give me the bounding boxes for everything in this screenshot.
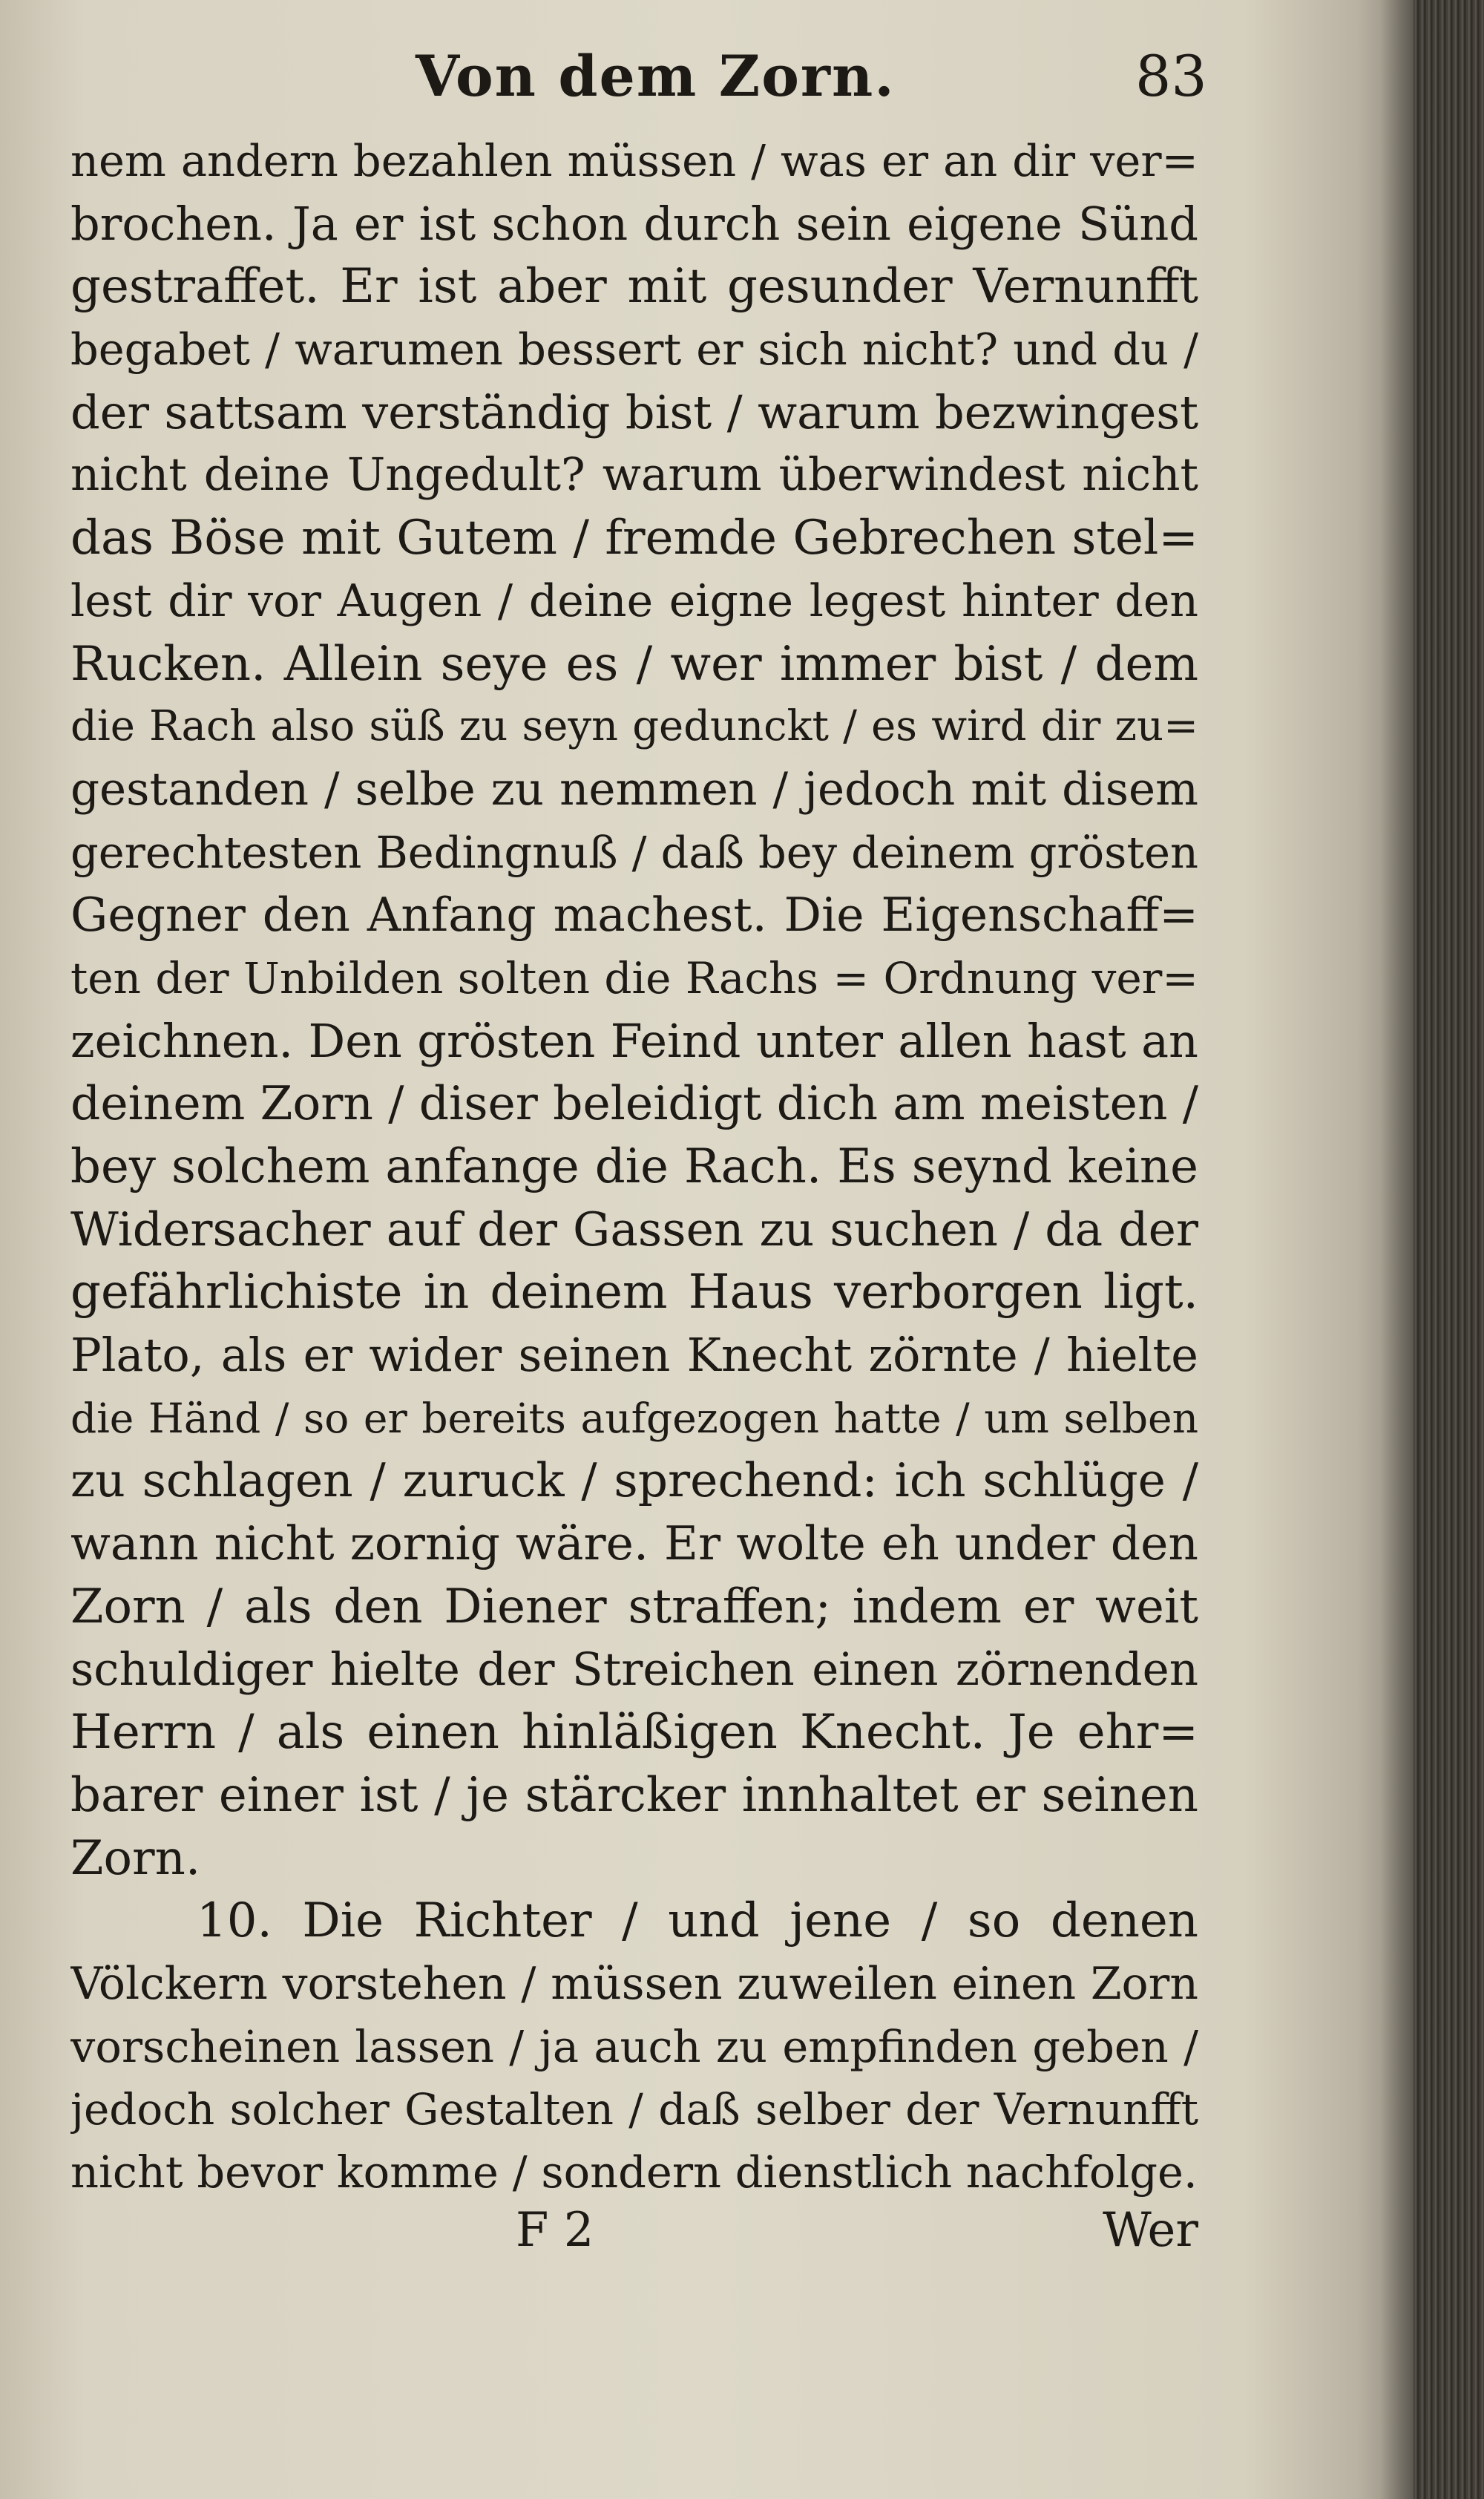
text-line: bey solchem anfange die Rach. Es seynd keine <box>70 1139 1198 1194</box>
text-line: ten der Unbilden solten die Rachs = Ordnung ver= <box>70 952 1198 1003</box>
text-line: zu schlagen / zuruck / sprechend: ich schlüge / <box>70 1453 1198 1508</box>
text-line: die Rach also süß zu seyn gedunckt / es wird dir zu= <box>70 702 1198 751</box>
text-line: gestraffet. Er ist aber mit gesunder Vernunfft <box>70 259 1198 315</box>
signature-mark: F 2 <box>516 2203 594 2258</box>
text-line: wann nicht zornig wäre. Er wolte eh under den <box>70 1516 1198 1571</box>
catchword: Wer <box>1102 2203 1198 2258</box>
text-line: 10. Die Richter / und jene / so denen <box>197 1893 1198 1949</box>
text-line: begabet / warumen bessert er sich nicht? und du / <box>70 324 1198 376</box>
text-line: brochen. Ja er ist schon durch sein eigene Sünd <box>70 196 1198 251</box>
gutter-shadow <box>1380 0 1414 2499</box>
page-number: 83 <box>1135 43 1207 109</box>
text-line: schuldiger hielte der Streichen einen zörnenden <box>70 1642 1198 1696</box>
text-line: nicht bevor komme / sondern dienstlich nachfolge. <box>70 2146 1198 2198</box>
text-line: gerechtesten Bedingnuß / daß bey deinem grösten <box>70 826 1198 878</box>
text-line: zeichnen. Den grösten Feind unter allen hast an <box>70 1013 1198 1068</box>
text-line: Herrn / als einen hinläßigen Knecht. Je ehr= <box>70 1705 1198 1761</box>
text-line: vorscheinen lassen / ja auch zu empfinden geben / <box>70 2020 1198 2072</box>
text-line: gefährlichiste in deinem Haus verborgen ligt. <box>70 1265 1198 1320</box>
text-line: jedoch solcher Gestalten / daß selber der Vernunfft <box>70 2084 1198 2135</box>
text-line: Zorn / als den Diener straffen; indem er weit <box>70 1579 1198 1634</box>
text-line: nicht deine Ungedult? warum überwindest nicht <box>70 448 1198 502</box>
text-line: barer einer ist / je stärcker innhaltet er seinen <box>70 1767 1198 1823</box>
text-line: Rucken. Allein seye es / wer immer bist / dem <box>70 636 1198 692</box>
text-line: Plato, als er wider seinen Knecht zörnte / hielte <box>70 1328 1198 1383</box>
body-text <box>70 130 1198 2204</box>
text-line: lest dir vor Augen / deine eigne legest hinter den <box>70 574 1198 627</box>
text-line: Widersacher auf der Gassen zu suchen / da der <box>70 1202 1198 1257</box>
text-line: Gegner den Anfang machest. Die Eigenschaff= <box>70 888 1198 943</box>
text-line: der sattsam verständig bist / warum bezwingest <box>70 384 1198 439</box>
running-head: Von dem Zorn. <box>416 43 896 109</box>
page-edges <box>1414 0 1484 2499</box>
text-line: das Böse mit Gutem / fremde Gebrechen stel= <box>70 511 1198 566</box>
page-footer <box>70 2197 1198 2264</box>
text-line: nem andern bezahlen müssen / was er an dir ver= <box>70 135 1198 186</box>
text-line: die Händ / so er bereits aufgezogen hatte / um selben <box>70 1394 1198 1442</box>
text-line: deinem Zorn / diser beleidigt dich am meisten / <box>70 1076 1198 1131</box>
text-line: Völckern vorstehen / müssen zuweilen einen Zorn <box>70 1957 1198 2010</box>
text-line: Zorn. <box>70 1830 201 1886</box>
text-line: gestanden / selbe zu nemmen / jedoch mit disem <box>70 762 1198 816</box>
